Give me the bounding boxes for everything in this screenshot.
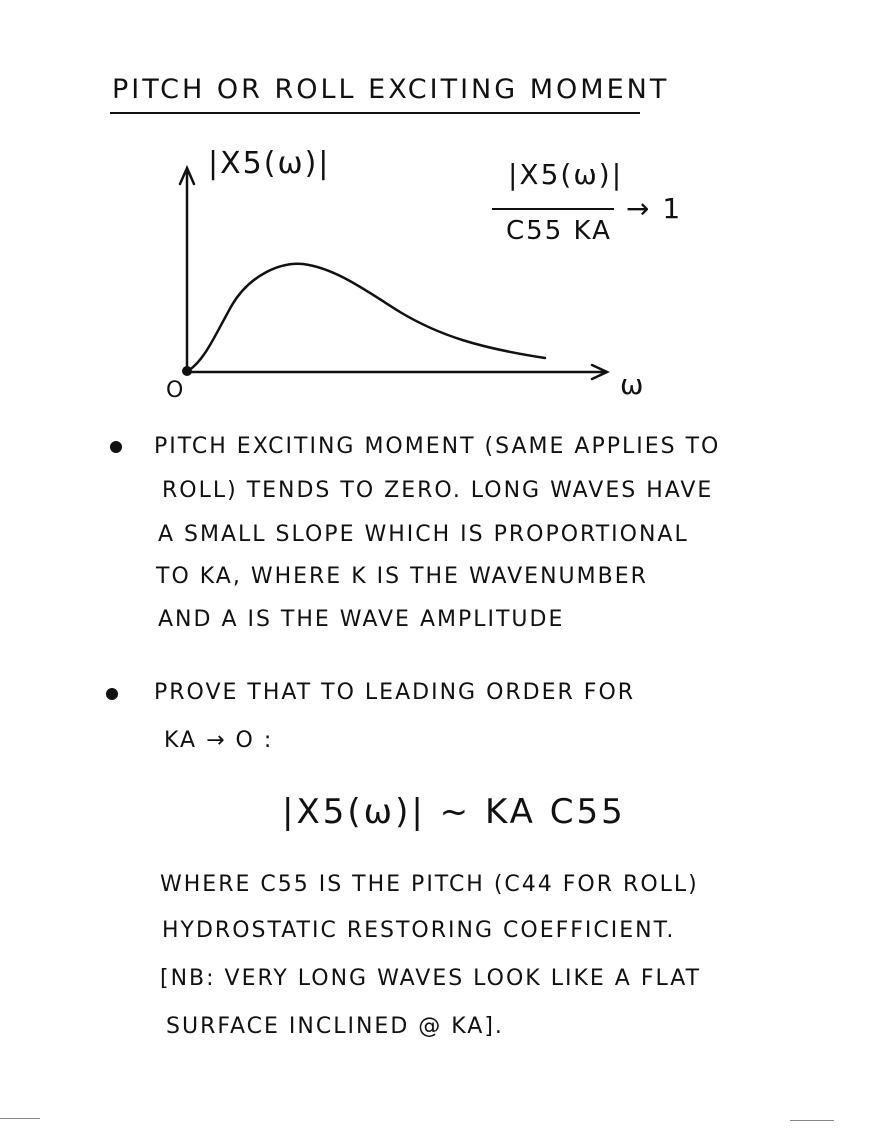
ratio-limit: → 1 bbox=[626, 192, 683, 225]
y-axis-label: |X5(ω)| bbox=[208, 146, 331, 181]
fraction-bar bbox=[492, 208, 614, 210]
moment-curve bbox=[188, 264, 545, 371]
bullet-dot bbox=[106, 688, 118, 700]
note-line: PITCH EXCITING MOMENT (SAME APPLIES TO bbox=[154, 434, 721, 459]
note-line: [NB: VERY LONG WAVES LOOK LIKE A FLAT bbox=[160, 966, 702, 991]
ratio-numerator: |X5(ω)| bbox=[508, 158, 624, 191]
equation: |X5(ω)| ~ KA C55 bbox=[282, 792, 626, 832]
note-line: HYDROSTATIC RESTORING COEFFICIENT. bbox=[162, 918, 676, 943]
note-line: AND A IS THE WAVE AMPLITUDE bbox=[158, 607, 565, 632]
note-line: WHERE C55 IS THE PITCH (C44 FOR ROLL) bbox=[160, 872, 699, 897]
origin-dot bbox=[182, 366, 192, 376]
scan-edge-line bbox=[790, 1120, 834, 1121]
note-line: ROLL) TENDS TO ZERO. LONG WAVES HAVE bbox=[162, 478, 714, 503]
note-line: TO KA, WHERE K IS THE WAVENUMBER bbox=[156, 564, 648, 589]
x-axis-label: ω bbox=[620, 368, 646, 401]
scan-edge-line bbox=[0, 1118, 40, 1119]
note-line: KA → O : bbox=[164, 728, 274, 753]
page-title: PITCH OR ROLL EXCITING MOMENT bbox=[112, 74, 670, 105]
note-line: PROVE THAT TO LEADING ORDER FOR bbox=[154, 680, 636, 705]
note-line: SURFACE INCLINED @ KA]. bbox=[166, 1014, 504, 1039]
bullet-dot bbox=[110, 441, 122, 453]
origin-label: O bbox=[166, 378, 186, 403]
ratio-denominator: C55 KA bbox=[506, 216, 612, 246]
note-line: A SMALL SLOPE WHICH IS PROPORTIONAL bbox=[158, 522, 689, 547]
